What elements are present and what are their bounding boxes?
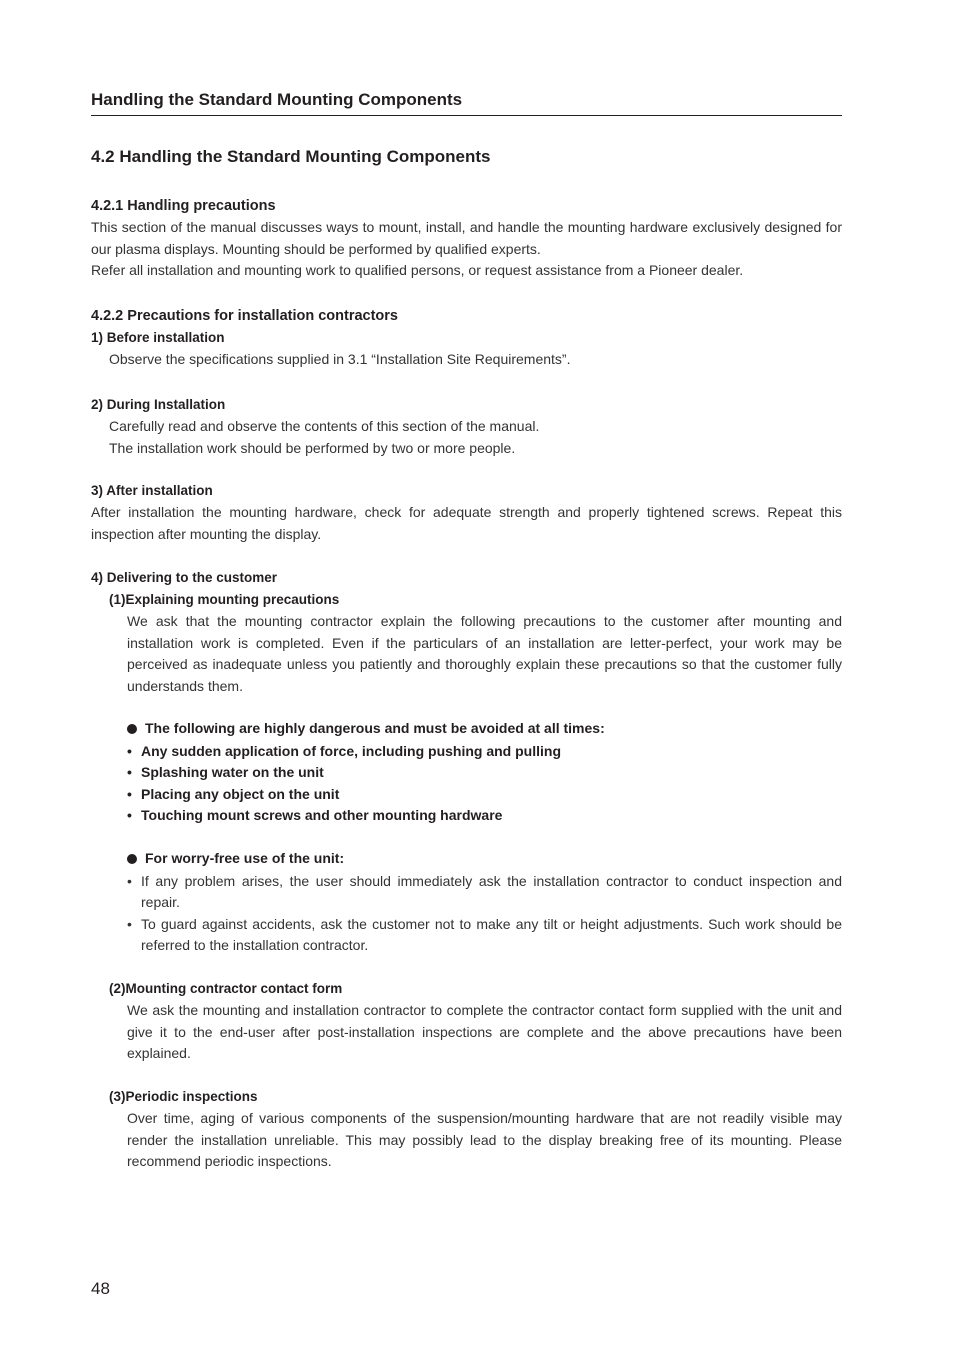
bullet-icon: • [127, 764, 132, 781]
subsection-4-2-2 [91, 305, 842, 371]
danger-heading: The following are highly dangerous and must be avoided at all times: [127, 718, 842, 741]
bullet-icon: • [127, 807, 132, 824]
subitem-contact-form [91, 978, 842, 1065]
list-item: • Splashing water on the unit [127, 762, 842, 784]
subitem-title: (3)Periodic inspections [109, 1089, 258, 1104]
bullet-icon: • [127, 915, 132, 932]
page-number: 48 [91, 1279, 110, 1298]
bullet-icon: • [127, 785, 132, 802]
item-text: Observe the specifications supplied in 3.1 “Installation Site Requirements”. [109, 351, 571, 367]
worry-free-list [127, 848, 842, 957]
list-item: • Any sudden application of force, including pushing and pulling [127, 741, 842, 763]
paragraph: This section of the manual discusses ways to mount, install, and handle the mounting hardware exclusively designed for our plasma displays. Mounting should be performed by qualified experts. [91, 219, 842, 257]
list-item: • Placing any object on the unit [127, 784, 842, 806]
bullet-icon: • [127, 872, 132, 889]
item-title: 4) Delivering to the customer [91, 570, 278, 585]
paragraph: Refer all installation and mounting work to qualified persons, or request assistance from a Pioneer dealer. [91, 262, 744, 279]
item-title: 3) After installation [91, 483, 213, 498]
danger-list [127, 718, 842, 827]
item-delivering [91, 567, 842, 697]
item-text: After installation the mounting hardware, check for adequate strength and properly tightened screws. Repeat this inspection after mounting the display. [91, 504, 842, 542]
item-title: 1) Before installation [91, 330, 225, 345]
running-header: Handling the Standard Mounting Components [91, 90, 842, 116]
subsection-4-2-1 [91, 195, 842, 282]
subsection-title: 4.2.1 Handling precautions [91, 198, 276, 214]
subitem-title: (2)Mounting contractor contact form [109, 981, 343, 996]
item-text: Carefully read and observe the contents of this section of the manual. [109, 418, 540, 434]
filled-circle-icon [127, 848, 141, 871]
section-title: 4.2 Handling the Standard Mounting Components [91, 147, 491, 166]
filled-circle-icon [127, 718, 141, 741]
worry-heading: For worry-free use of the unit: [127, 848, 842, 871]
subitem-text: We ask that the mounting contractor explain the following precautions to the customer after mounting and installation work is completed. Even if the particulars of an installation are letter-perfect, your work may be perceived as inadequate unless you patiently and thoroughly explain these precautions so that the customer fully understands them. [127, 613, 842, 694]
subitem-text: Over time, aging of various components of the suspension/mounting hardware that are not readily visible may render the installation unreliable. This may possibly lead to the display breaking free of its mounting. Please recommend periodic inspections. [127, 1110, 842, 1170]
item-title: 2) During Installation [91, 397, 226, 412]
item-text: The installation work should be performed by two or more people. [109, 439, 516, 456]
subitem-text: We ask the mounting and installation contractor to complete the contractor contact form supplied with the unit and give it to the end-user after post-installation inspections are complete and the above precautions have been explained. [127, 1002, 842, 1062]
item-during-installation [91, 394, 842, 459]
subsection-title: 4.2.2 Precautions for installation contractors [91, 308, 398, 324]
item-after-installation [91, 480, 842, 545]
list-item: • If any problem arises, the user should immediately ask the installation contractor to conduct inspection and repair. [127, 871, 842, 914]
subitem-periodic-inspections [91, 1086, 842, 1173]
bullet-icon: • [127, 742, 132, 759]
list-item: • Touching mount screws and other mounting hardware [127, 805, 842, 827]
subitem-title: (1)Explaining mounting precautions [109, 592, 340, 607]
list-item: • To guard against accidents, ask the customer not to make any tilt or height adjustments. Such work should be referred to the installation contractor. [127, 914, 842, 957]
